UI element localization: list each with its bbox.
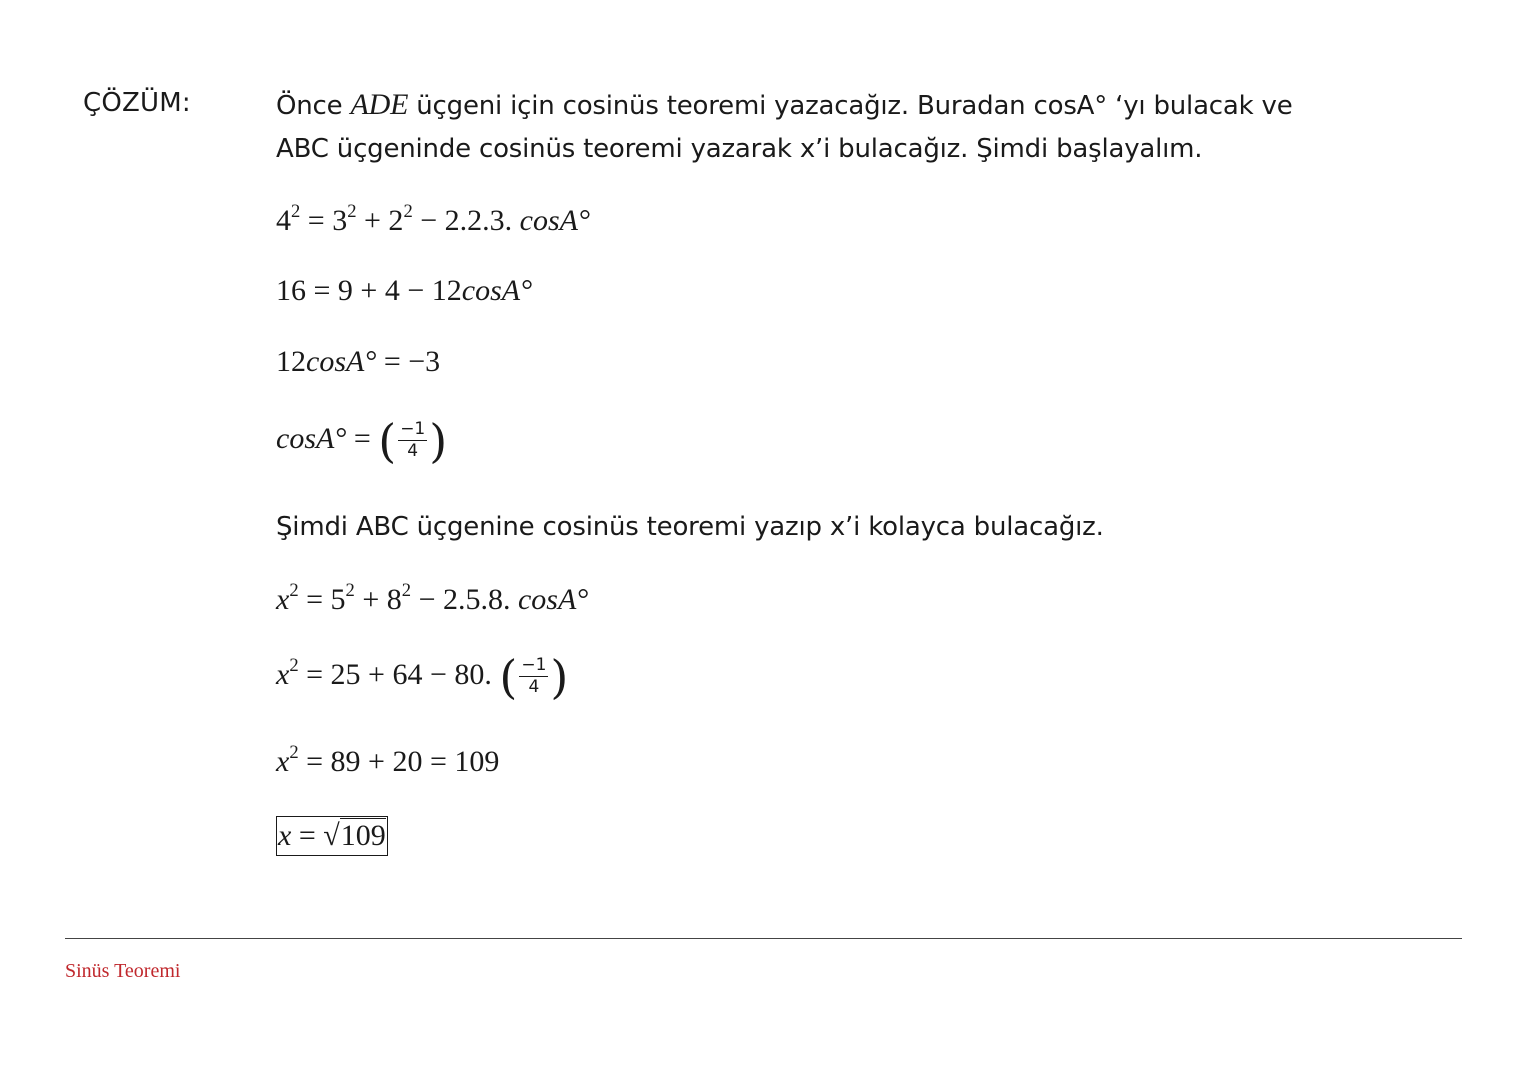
eq1-term-a: = 3: [300, 204, 348, 237]
solution-label: ÇÖZÜM:: [83, 88, 191, 118]
eq3-coef: 12: [276, 345, 306, 378]
eq5-term-a: = 5: [298, 583, 346, 616]
eq5-exp2: 2: [345, 579, 355, 601]
equation-4: [276, 414, 448, 468]
equation-5: [276, 579, 589, 617]
eq1-exp1: 2: [291, 200, 301, 222]
eq5-cos: cosA°: [517, 583, 589, 616]
equation-2: [276, 274, 532, 308]
footer-title: Sinüs Teoremi: [65, 960, 181, 982]
eq8-x: x: [278, 819, 292, 852]
eq6-x: x: [276, 657, 290, 691]
eq7-x: x: [276, 745, 290, 778]
eq6-denominator: 4: [528, 677, 540, 697]
final-answer-box: [276, 816, 388, 856]
eq4-left-paren: (: [378, 414, 397, 468]
eq1-exp3: 2: [403, 200, 413, 222]
eq5-term-c: − 2.5.8.: [411, 583, 518, 616]
equation-1: [276, 200, 590, 238]
eq1-term-b: + 2: [356, 204, 404, 237]
eq6-fraction: [519, 657, 548, 697]
equation-3: [276, 345, 440, 379]
equation-7: [276, 741, 500, 779]
equation-6: [276, 650, 569, 704]
eq1-term-c: − 2.2.3.: [412, 204, 520, 237]
eq7-exp: 2: [289, 741, 299, 763]
eq6-exp: 2: [289, 654, 299, 676]
footer-divider: [65, 938, 1462, 939]
eq1-base: 4: [276, 204, 291, 237]
eq4-fraction: [398, 421, 427, 461]
eq4-cos: cosA°: [276, 421, 347, 455]
eq2-cos: cosA°: [461, 274, 533, 307]
eq8-radicand: 109: [340, 819, 386, 852]
eq7-rhs: = 89 + 20 = 109: [298, 745, 500, 778]
eq4-equals: =: [346, 421, 379, 455]
eq5-exp1: 2: [289, 579, 299, 601]
eq3-rhs: = −3: [376, 345, 441, 378]
eq5-x: x: [276, 583, 290, 616]
equation-8-final-answer: [276, 816, 388, 856]
eq6-left-paren: (: [499, 650, 518, 704]
intro-text-a: Önce: [276, 91, 351, 121]
eq4-right-paren: ): [429, 414, 448, 468]
eq1-cos: cosA°: [519, 204, 590, 237]
eq2-lhs: 16 = 9 + 4 − 12: [276, 274, 462, 307]
eq4-numerator: −1: [400, 419, 426, 440]
eq4-denominator: 4: [407, 441, 419, 461]
eq8-equals-root: = √: [291, 819, 340, 852]
eq6-rhs: = 25 + 64 − 80.: [298, 657, 500, 691]
intro-line-2: ABC üçgeninde cosinüs teoremi yazarak x’i bulacağız. Şimdi başlayalım.: [276, 134, 1203, 164]
eq1-exp2: 2: [347, 200, 357, 222]
eq5-exp3: 2: [401, 579, 412, 601]
middle-text: Şimdi ABC üçgenine cosinüs teoremi yazıp x’i kolayca bulacağız.: [276, 512, 1104, 542]
eq3-cos: cosA°: [306, 345, 377, 378]
eq6-right-paren: ): [550, 650, 569, 704]
intro-line-1: [276, 88, 1293, 122]
eq6-numerator: −1: [521, 655, 547, 676]
intro-variable: ADE: [350, 88, 409, 121]
intro-text-b: üçgeni için cosinüs teoremi yazacağız. Buradan cosA° ‘yı bulacak ve: [408, 91, 1293, 121]
eq5-term-b: + 8: [354, 583, 402, 616]
